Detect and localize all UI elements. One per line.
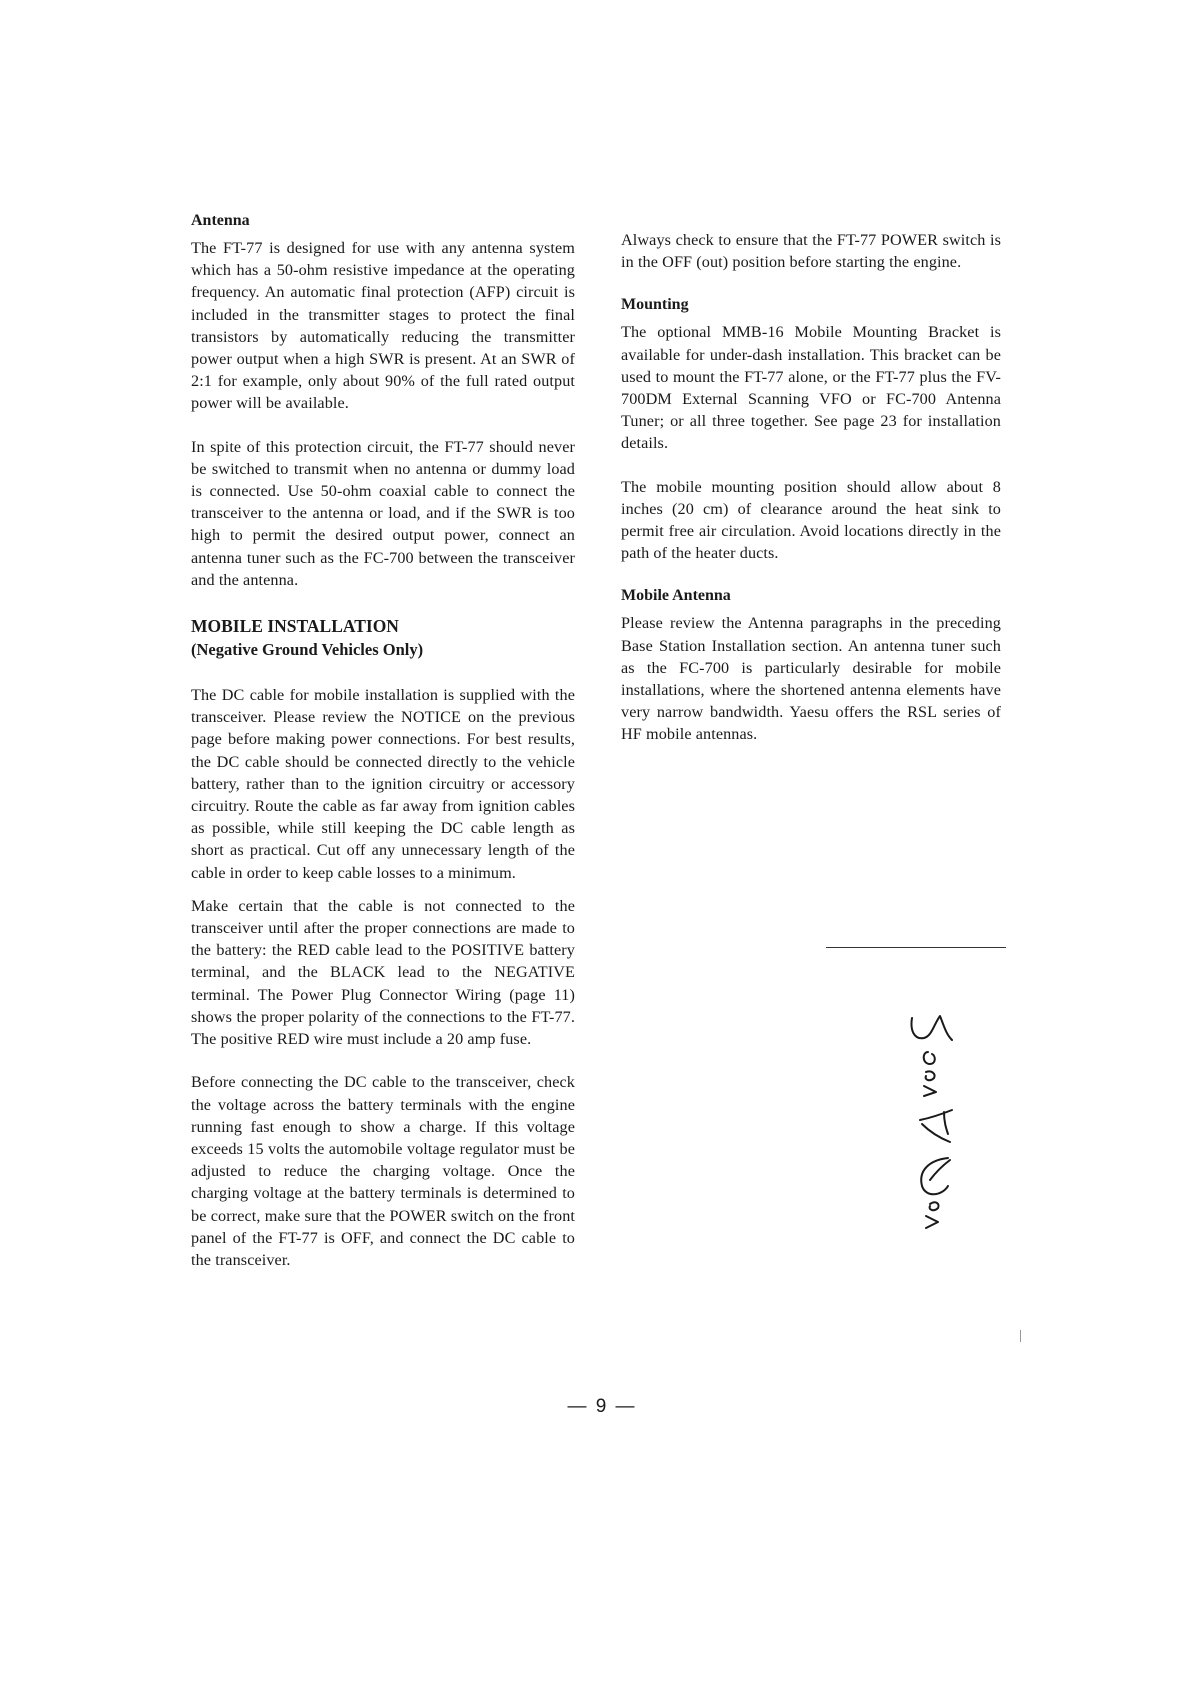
left-column (191, 210, 575, 1271)
antenna-paragraph-1: The FT-77 is designed for use with any antenna system which has a 50-ohm resistive impedance at the operating frequency. An automatic final protection (AFP) circuit is included in the transmitter stages to protect the final transistors by automatically reducing the transmitter power output when a high SWR is present. At an SWR of 2:1 for example, only about 90% of the full rated output power will be available. (191, 239, 575, 413)
mobile-paragraph-1: The DC cable for mobile installation is supplied with the transceiver. Please review the NOTICE on the previous page before making power connections. For best results, the DC cable should be connected directly to the vehicle battery, rather than to the ignition circuitry or accessory circuitry. Route the cable as far away from ignition cables as possible, while still keeping the DC cable length as short as practical. Cut off any unnecessary length of the cable in order to keep cable losses to a minimum. (191, 686, 575, 882)
mobile-installation-heading: MOBILE INSTALLATION (191, 616, 399, 637)
antenna-heading: Antenna (191, 212, 250, 229)
antenna-paragraph-2: In spite of this protection circuit, the FT-77 should never be switched to transmit when no antenna or dummy load is connected. Use 50-ohm coaxial cable to connect the transceiver to the antenna or load, and if the SWR is too high to permit the desired output power, connect an antenna tuner such as the FC-700 between the transceiver and the antenna. (191, 437, 575, 589)
mounting-paragraph-1: The optional MMB-16 Mobile Mounting Bracket is available for under-dash installation. This bracket can be used to mount the FT-77 alone, or the FT-77 plus the FV-700DM External Scanning VFO or FC-700 Antenna Tuner; or all three together. See page 23 for installation details. (621, 323, 1001, 453)
signature-rule (826, 947, 1006, 948)
mounting-paragraph-2: The mobile mounting position should allow about 8 inches (20 cm) of clearance around the heat sink to permit free air circulation. Avoid locations directly in the path of the heater ducts. (621, 477, 1001, 563)
mobile-installation-subheading: (Negative Ground Vehicles Only) (191, 640, 424, 660)
page-number: — 9 — (567, 1396, 637, 1417)
mounting-heading: Mounting (621, 296, 689, 314)
right-column (621, 229, 1001, 746)
mobile-antenna-heading: Mobile Antenna (621, 587, 731, 605)
mobile-paragraph-3: Before connecting the DC cable to the transceiver, check the voltage across the battery terminals with the engine running fast enough to show a charge. If this voltage exceeds 15 volts the automobile voltage regulator must be adjusted to reduce the charging voltage. Once the charging voltage at the battery terminals is determined to be correct, make sure that the POWER switch on the front panel of the FT-77 is OFF, and connect the DC cable to the transceiver. (191, 1073, 575, 1269)
mobile-paragraph-2: Make certain that the cable is not connected to the transceiver until after the proper connections are made to the battery: the RED cable lead to the POSITIVE battery terminal, and the BLACK lead to the NEGATIVE terminal. The Power Plug Connector Wiring (page 11) shows the proper polarity of the connections to the FT-77. The positive RED wire must include a 20 amp fuse. (191, 896, 575, 1049)
power-check-paragraph: Always check to ensure that the FT-77 POWER switch is in the OFF (out) position before starting the engine. (621, 231, 1001, 272)
handwritten-signature (900, 1010, 970, 1230)
mobile-antenna-paragraph: Please review the Antenna paragraphs in the preceding Base Station Installation section. An antenna tuner such as the FC-700 is particularly desirable for mobile installations, where the shortened antenna elements have very narrow bandwidth. Yaesu offers the RSL series of HF mobile antennas. (621, 614, 1001, 744)
scan-speck (1020, 1330, 1021, 1342)
